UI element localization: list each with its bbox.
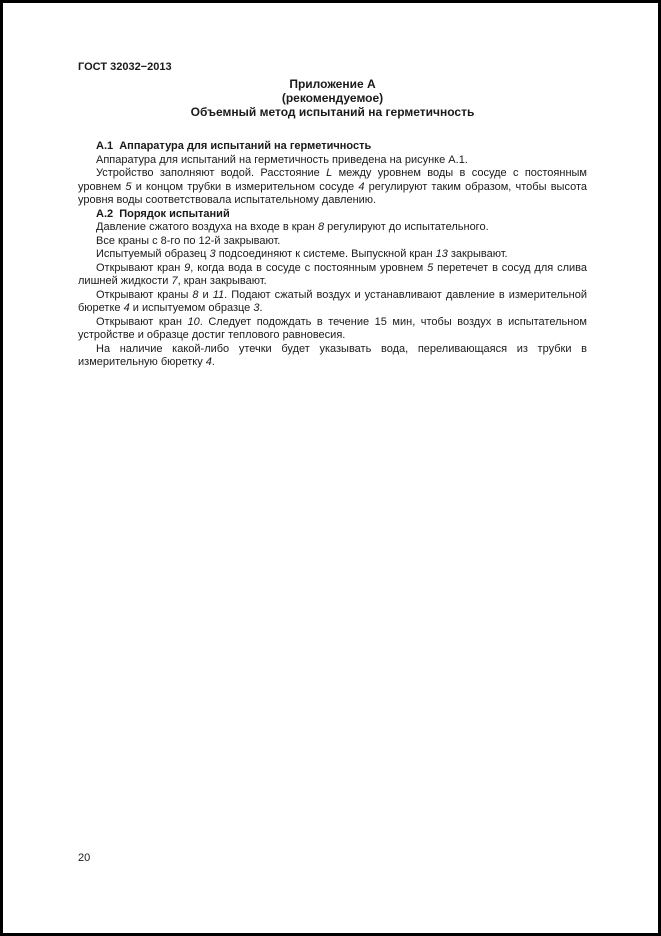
- text-segment: .: [211, 356, 215, 368]
- text-segment: Открывают кран: [96, 261, 185, 274]
- text-segment: перетечет в сосуд для слива лишней жидкости: [78, 261, 587, 287]
- paragraph: [78, 221, 587, 235]
- reference-number: 5: [125, 180, 132, 193]
- text-segment: А.1 Аппаратура для испытаний на герметичность: [96, 140, 372, 152]
- document-body: [78, 140, 587, 370]
- reference-number: 11: [212, 288, 225, 301]
- reference-number: 8: [317, 221, 325, 233]
- text-segment: Открывают краны: [96, 288, 193, 301]
- paragraph: [78, 248, 587, 262]
- paragraph: [78, 316, 587, 343]
- reference-number: 3: [253, 302, 260, 314]
- paragraph: [78, 235, 587, 249]
- reference-number: 13: [435, 248, 448, 260]
- text-segment: закрывают.: [447, 248, 508, 260]
- section-heading: [78, 208, 587, 222]
- text-segment: Аппаратура для испытаний на герметичность приведена на рисунке А.1.: [96, 153, 468, 166]
- text-segment: и концом трубки в измерительном сосуде: [131, 180, 359, 193]
- text-segment: А.2 Порядок испытаний: [96, 207, 230, 220]
- text-segment: регулируют до испытательного.: [324, 221, 489, 233]
- paragraph: [78, 289, 587, 316]
- text-segment: Испытуемый образец: [96, 248, 210, 260]
- text-segment: .: [259, 302, 263, 314]
- text-segment: На наличие какой-либо утечки будет указывать вода, переливающаяся из трубки в измерительную бюретку: [78, 342, 587, 368]
- reference-number: 10: [187, 315, 200, 328]
- page-number: 20: [78, 852, 91, 864]
- appendix-title-block: [78, 77, 587, 119]
- appendix-title-line2: (рекомендуемое): [281, 91, 384, 105]
- text-segment: и: [198, 288, 213, 301]
- text-segment: , когда вода в сосуде с постоянным уровнем: [190, 261, 428, 274]
- text-segment: . Следует подождать в течение 15 мин, чтобы воздух в испытательном устройстве и образце достиг теплового равновесия.: [78, 315, 587, 341]
- reference-number: 8: [192, 288, 199, 301]
- appendix-title-line1: Приложение А: [289, 77, 376, 91]
- text-segment: Все краны с 8-го по 12-й закрывают.: [96, 234, 281, 247]
- reference-number: 4: [123, 302, 130, 314]
- reference-number: 7: [171, 275, 178, 287]
- reference-number: 4: [205, 356, 212, 368]
- reference-number: 9: [184, 261, 191, 274]
- appendix-title-line3: Объемный метод испытаний на герметичность: [190, 105, 475, 119]
- section-heading: [78, 140, 587, 154]
- text-segment: Устройство заполняют водой. Расстояние: [96, 167, 327, 179]
- reference-number: L: [326, 167, 333, 179]
- paragraph: [78, 343, 587, 370]
- text-segment: Открывают кран: [96, 315, 188, 328]
- reference-number: 5: [427, 261, 434, 274]
- text-segment: . Подают сжатый воздух и устанавливают давление в измерительной бюретке: [78, 288, 587, 314]
- paragraph: [78, 154, 587, 168]
- paragraph: [78, 167, 587, 208]
- page-content: [78, 61, 587, 370]
- reference-number: 4: [358, 180, 365, 193]
- text-segment: регулируют таким образом, чтобы высота уровня воды соответствовала испытательному давлению.: [78, 180, 587, 206]
- text-segment: , кран закрывают.: [177, 275, 267, 287]
- paragraph: [78, 262, 587, 289]
- text-segment: между уровнем воды в сосуде с постоянным уровнем: [78, 167, 587, 193]
- reference-number: 3: [209, 248, 216, 260]
- document-standard-header: ГОСТ 32032−2013: [78, 61, 172, 73]
- text-segment: Давление сжатого воздуха на входе в кран: [96, 221, 318, 233]
- text-segment: подсоединяют к системе. Выпускной кран: [215, 248, 436, 260]
- text-segment: и испытуемом образце: [129, 302, 254, 314]
